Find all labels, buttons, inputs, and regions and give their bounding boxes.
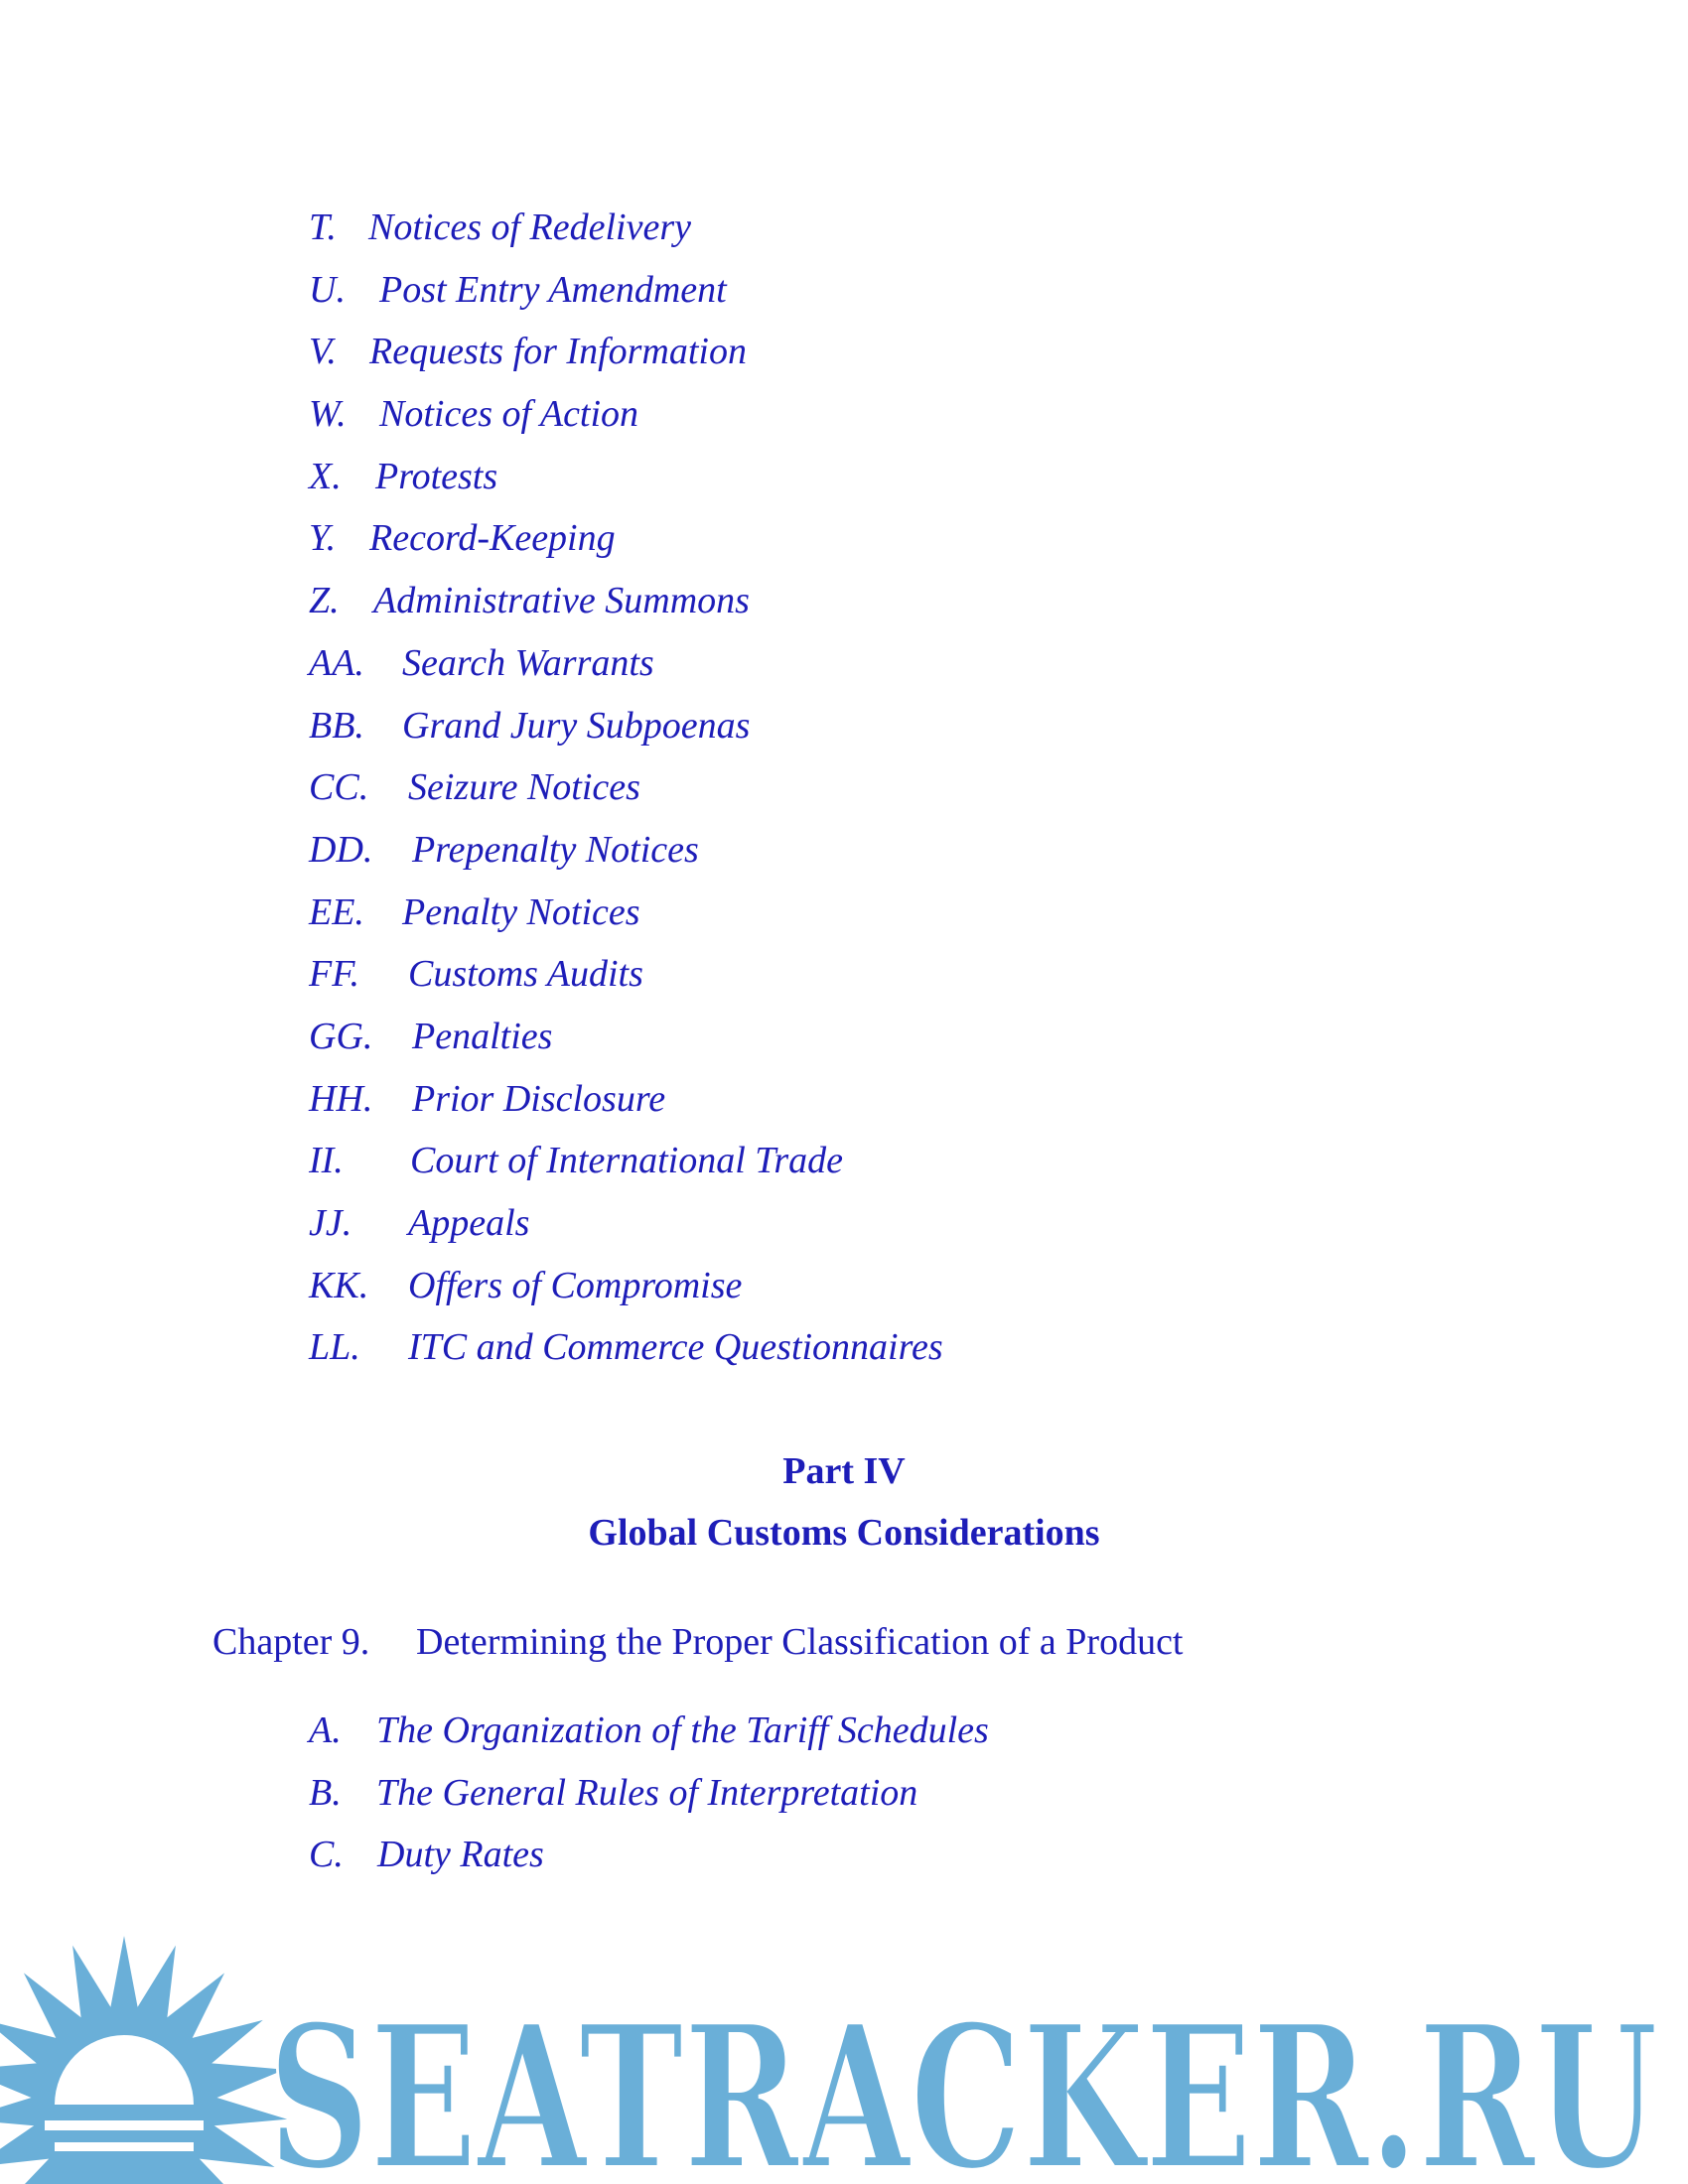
toc-item — [309, 1068, 1401, 1131]
toc-item-title: Appeals — [408, 1202, 530, 1244]
toc-item — [309, 1192, 1401, 1255]
toc-item — [309, 570, 1401, 632]
chapter-item — [309, 1700, 989, 1762]
toc-item-title: Post Entry Amendment — [379, 268, 727, 311]
toc-item-letter: Z. — [309, 580, 340, 622]
toc-item-title: Search Warrants — [402, 641, 654, 684]
toc-item-title: Notices of Action — [379, 393, 639, 436]
toc-item-title: Grand Jury Subpoenas — [402, 704, 751, 747]
toc-item-letter: AA. — [309, 641, 364, 684]
toc-item-title: Requests for Information — [369, 331, 747, 373]
toc-item-title: Record-Keeping — [369, 517, 616, 560]
toc-item-letter: GG. — [309, 1015, 373, 1057]
toc-item — [309, 1316, 1401, 1379]
toc-item — [309, 819, 1401, 882]
toc-item-title: Administrative Summons — [373, 580, 750, 622]
toc-item-letter: U. — [309, 268, 346, 311]
toc-item-letter: LL. — [309, 1326, 360, 1369]
toc-item-title: Notices of Redelivery — [368, 206, 691, 248]
chapter-items-list — [309, 1700, 989, 1886]
toc-item-letter: V. — [309, 331, 337, 373]
toc-item-title: Protests — [375, 455, 498, 497]
toc-item-letter: HH. — [309, 1077, 373, 1120]
chapter-title: Determining the Proper Classification of a Product — [416, 1621, 1184, 1663]
toc-item-title: ITC and Commerce Questionnaires — [408, 1326, 943, 1369]
chapter-item — [309, 1824, 544, 1886]
sun-logo-icon — [0, 1936, 287, 2184]
toc-item-letter: CC. — [309, 766, 369, 809]
toc-item — [309, 321, 1401, 383]
toc-item — [309, 756, 1401, 819]
chapter-item — [309, 1762, 918, 1825]
toc-item-title: Offers of Compromise — [408, 1264, 743, 1306]
toc-item-title: Customs Audits — [408, 953, 643, 996]
chapter-item-letter: B. — [309, 1771, 342, 1814]
chapter-item-title: The General Rules of Interpretation — [376, 1771, 918, 1814]
toc-item-title: Penalties — [412, 1015, 553, 1057]
seatracker-watermark — [0, 1931, 1688, 2184]
toc-item-letter: T. — [309, 206, 337, 248]
toc-item-letter: W. — [309, 393, 347, 436]
toc-item — [309, 943, 1401, 1006]
toc-item — [309, 695, 1401, 757]
toc-item-letter: II. — [309, 1140, 344, 1182]
toc-item-title: Prior Disclosure — [412, 1077, 666, 1120]
toc-item — [309, 446, 1401, 508]
chapter-item-letter: A. — [309, 1709, 342, 1751]
watermark-text: SEATRACKER.RU — [268, 1981, 1658, 2184]
toc-item — [309, 259, 1401, 322]
toc-item-title: Prepenalty Notices — [412, 828, 699, 871]
toc-item-title: Seizure Notices — [408, 766, 640, 809]
toc-item — [309, 1130, 1401, 1192]
toc-item-title: Court of International Trade — [410, 1140, 843, 1182]
chapter-item-title: Duty Rates — [377, 1834, 544, 1876]
toc-item — [309, 197, 1401, 259]
part-title: Global Customs Considerations — [588, 1512, 1100, 1554]
chapter-item-title: The Organization of the Tariff Schedules — [376, 1709, 989, 1751]
chapter-heading — [212, 1620, 1184, 1664]
toc-item-letter: BB. — [309, 704, 364, 747]
chapter-number: Chapter 9. — [212, 1621, 370, 1663]
toc-item — [309, 383, 1401, 446]
toc-item-letter: KK. — [309, 1264, 369, 1306]
toc-item-letter: X. — [309, 455, 342, 497]
toc-item-letter: FF. — [309, 953, 360, 996]
toc-item-letter: Y. — [309, 517, 337, 560]
toc-item — [309, 507, 1401, 570]
toc-item — [309, 632, 1401, 695]
toc-item-letter: EE. — [309, 890, 364, 933]
toc-item-letter: JJ. — [309, 1202, 352, 1244]
part-number: Part IV — [782, 1450, 906, 1492]
chapter-item-letter: C. — [309, 1834, 344, 1876]
toc-item-letter: DD. — [309, 828, 373, 871]
toc-item-title: Penalty Notices — [402, 890, 640, 933]
toc-item — [309, 1006, 1401, 1068]
toc-list-part3 — [309, 197, 1401, 1379]
toc-item — [309, 882, 1401, 944]
toc-item — [309, 1255, 1401, 1317]
